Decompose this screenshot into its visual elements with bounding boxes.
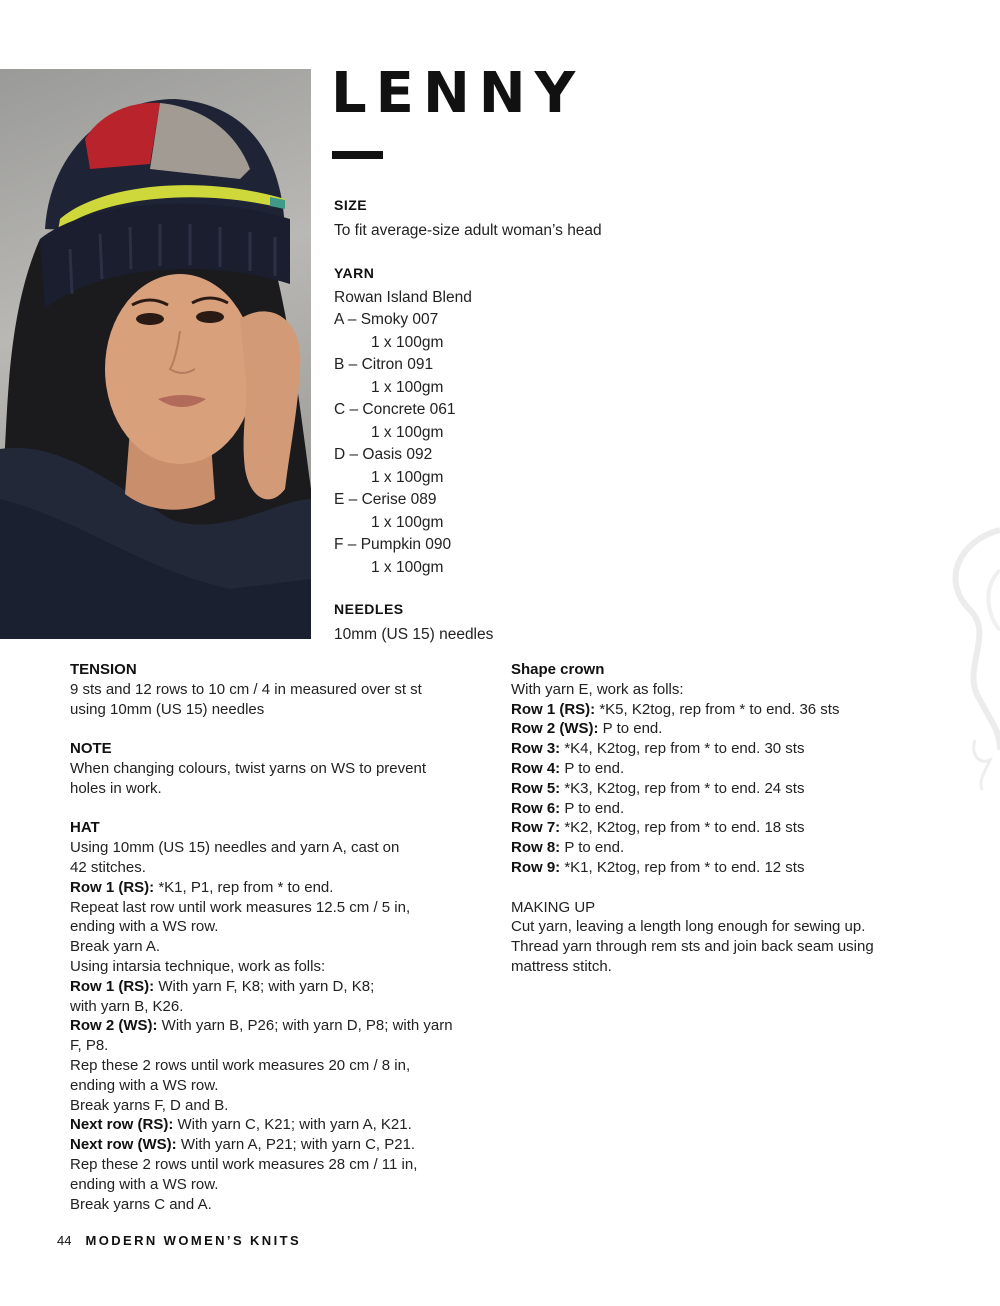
- crown-row: [511, 719, 941, 739]
- row-label: Row 4:: [511, 759, 561, 777]
- row-text: With yarn F, K8; with yarn D, K8;: [154, 977, 375, 995]
- row-label: Row 1 (RS):: [70, 878, 155, 896]
- making-up-line: Thread yarn through rem sts and join back seam using: [511, 938, 874, 956]
- hat-line: with yarn B, K26.: [70, 997, 184, 1015]
- tension-line: 9 sts and 12 rows to 10 cm / 4 in measured over st st: [70, 680, 422, 698]
- shape-crown-heading: Shape crown: [511, 661, 605, 678]
- yarn-item-name: C – Concrete 061: [334, 401, 456, 418]
- hat-line: Break yarn A.: [70, 938, 161, 956]
- magazine-name: MODERN WOMEN’S KNITS: [85, 1233, 302, 1248]
- pattern-specs: [334, 196, 734, 647]
- row-label: Row 6:: [511, 799, 561, 817]
- making-up-heading: MAKING UP: [511, 898, 596, 916]
- yarn-item-name: A – Smoky 007: [334, 311, 439, 328]
- row-text: With yarn C, K21; with yarn A, K21.: [173, 1116, 412, 1134]
- row-label: Row 1 (RS):: [511, 700, 596, 718]
- crown-row: [511, 779, 941, 799]
- page-number: 44: [57, 1233, 72, 1248]
- needles-text: 10mm (US 15) needles: [334, 626, 494, 643]
- row-label: Row 3:: [511, 740, 561, 758]
- hat-row-instruction: [70, 1115, 490, 1135]
- yarn-brand: Rowan Island Blend: [334, 288, 472, 306]
- yarn-item-qty: 1 x 100gm: [371, 333, 444, 351]
- yarn-item-qty: 1 x 100gm: [371, 513, 444, 531]
- tension-line: using 10mm (US 15) needles: [70, 700, 265, 718]
- hat-line: Rep these 2 rows until work measures 28 cm / 11 in,: [70, 1155, 418, 1173]
- right-column: [511, 660, 941, 977]
- row-text: P to end.: [598, 720, 663, 738]
- making-up-line: mattress stitch.: [511, 957, 612, 975]
- model-photo-illustration: [0, 69, 311, 639]
- yarn-item-qty: 1 x 100gm: [371, 378, 444, 396]
- hat-row-instruction: [70, 878, 490, 898]
- yarn-heading: YARN: [334, 264, 375, 281]
- row-text: *K1, P1, rep from * to end.: [154, 878, 334, 896]
- crown-row: [511, 799, 941, 819]
- crown-row: [511, 739, 941, 759]
- yarn-list: [334, 309, 734, 579]
- hat-line: Rep these 2 rows until work measures 20 cm / 8 in,: [70, 1056, 411, 1074]
- row-text: *K2, K2tog, rep from * to end. 18 sts: [560, 819, 805, 837]
- row-text: *K4, K2tog, rep from * to end. 30 sts: [560, 740, 805, 758]
- model-photo: [0, 69, 311, 639]
- yarn-item-name: D – Oasis 092: [334, 446, 433, 463]
- yarn-item-name: E – Cerise 089: [334, 491, 437, 508]
- note-heading: NOTE: [70, 740, 112, 758]
- yarn-item-qty: 1 x 100gm: [371, 423, 444, 441]
- hat-line: Using intarsia technique, work as folls:: [70, 957, 326, 975]
- row-text: P to end.: [560, 799, 625, 817]
- hat-line: ending with a WS row.: [70, 1076, 219, 1094]
- hat-line: 42 stitches.: [70, 858, 146, 876]
- hat-line: Repeat last row until work measures 12.5 cm / 5 in,: [70, 898, 411, 916]
- row-text: *K3, K2tog, rep from * to end. 24 sts: [560, 779, 805, 797]
- row-label: Row 7:: [511, 819, 561, 837]
- hat-line: Using 10mm (US 15) needles and yarn A, cast on: [70, 839, 400, 857]
- row-label: Next row (RS):: [70, 1116, 174, 1134]
- hat-line: ending with a WS row.: [70, 918, 219, 936]
- row-text: With yarn A, P21; with yarn C, P21.: [176, 1136, 416, 1154]
- hat-row-instruction: [70, 1135, 490, 1155]
- row-label: Row 8:: [511, 839, 561, 857]
- shape-crown-intro: With yarn E, work as folls:: [511, 680, 684, 698]
- yarn-item-name: F – Pumpkin 090: [334, 536, 452, 553]
- crown-row: [511, 818, 941, 838]
- yarn-item-name: B – Citron 091: [334, 356, 434, 373]
- row-label: Row 9:: [511, 858, 561, 876]
- row-label: Row 5:: [511, 779, 561, 797]
- tension-heading: TENSION: [70, 661, 137, 678]
- pattern-title: LENNY: [331, 61, 585, 126]
- hat-line: Break yarns F, D and B.: [70, 1096, 229, 1114]
- row-text: P to end.: [560, 839, 625, 857]
- needles-heading: NEEDLES: [334, 601, 404, 617]
- row-text: P to end.: [560, 759, 625, 777]
- hat-heading: HAT: [70, 819, 100, 837]
- row-text: *K5, K2tog, rep from * to end. 36 sts: [595, 700, 840, 718]
- row-label: Row 2 (WS):: [70, 1017, 158, 1035]
- size-text: To fit average-size adult woman’s head: [334, 222, 602, 239]
- row-text: With yarn B, P26; with yarn D, P8; with yarn: [157, 1017, 453, 1035]
- decorative-swirl: [920, 510, 1000, 800]
- hat-line: F, P8.: [70, 1037, 109, 1055]
- crown-row: [511, 700, 941, 720]
- hat-row-instruction: [70, 977, 490, 997]
- hat-line: ending with a WS row.: [70, 1175, 219, 1193]
- page-footer: [57, 1232, 301, 1250]
- size-heading: SIZE: [334, 197, 368, 213]
- crown-row: [511, 838, 941, 858]
- row-label: Row 2 (WS):: [511, 720, 599, 738]
- crown-row: [511, 858, 941, 878]
- row-label: Row 1 (RS):: [70, 977, 155, 995]
- hat-row-instruction: [70, 1016, 490, 1036]
- crown-row: [511, 759, 941, 779]
- yarn-item-qty: 1 x 100gm: [371, 468, 444, 486]
- making-up-line: Cut yarn, leaving a length long enough for sewing up.: [511, 918, 866, 936]
- yarn-item-qty: 1 x 100gm: [371, 558, 444, 576]
- hat-line: Break yarns C and A.: [70, 1195, 212, 1213]
- note-line: When changing colours, twist yarns on WS to prevent: [70, 759, 427, 777]
- title-underline: [332, 151, 383, 159]
- left-column: [70, 660, 490, 1214]
- row-label: Next row (WS):: [70, 1136, 177, 1154]
- note-line: holes in work.: [70, 779, 162, 797]
- row-text: *K1, K2tog, rep from * to end. 12 sts: [560, 858, 805, 876]
